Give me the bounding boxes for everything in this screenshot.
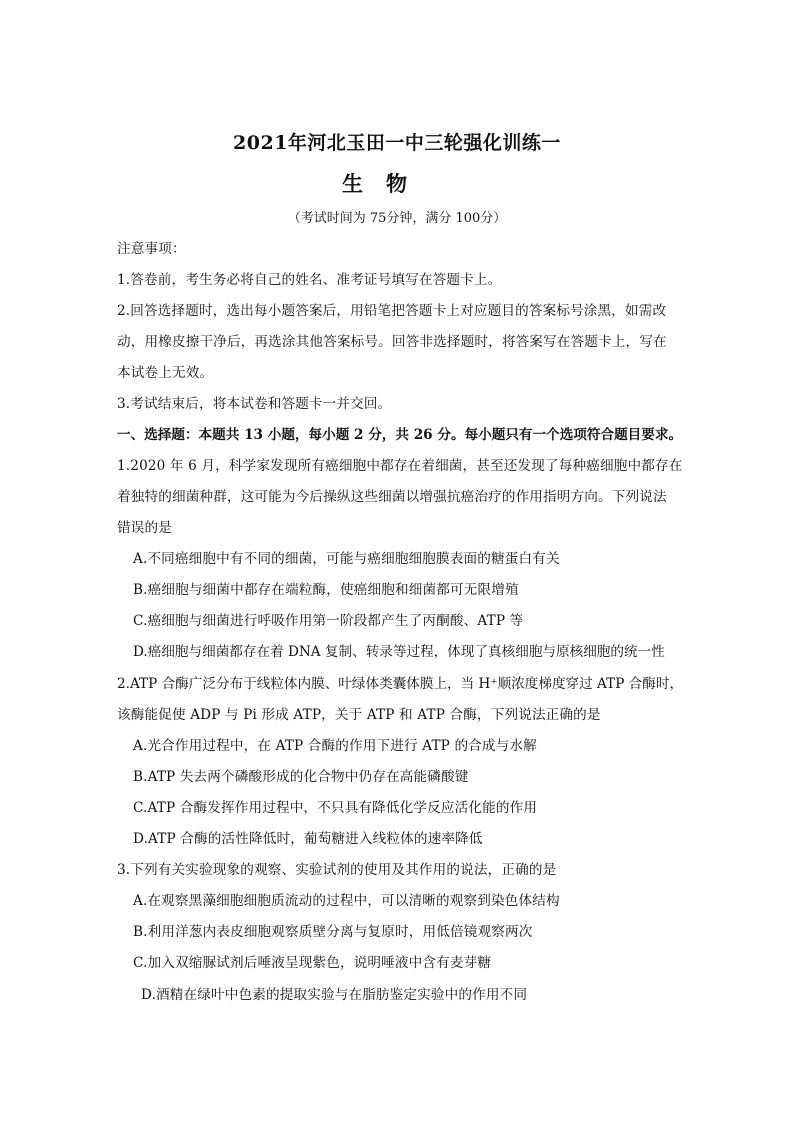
question-option: A.不同癌细胞中有不同的细菌，可能与癌细胞细胞膜表面的糖蛋白有关 <box>133 551 560 567</box>
notice-item: 3.考试结束后，将本试卷和答题卡一并交回。 <box>117 396 392 412</box>
question-stem-line: 着独特的细菌种群，这可能为今后操纵这些细菌以增强抗癌治疗的作用指明方向。下列说法 <box>117 489 667 505</box>
subject-title: 生 物 <box>342 171 408 196</box>
exam-title: 2021年河北玉田一中三轮强化训练一 <box>233 132 561 154</box>
notice-item: 本试卷上无效。 <box>117 365 214 381</box>
question-option: D.酒精在绿叶中色素的提取实验与在脂肪鉴定实验中的作用不同 <box>141 987 528 1003</box>
question-stem-line: 错误的是 <box>117 520 172 536</box>
question-option: A.光合作用过程中，在 ATP 合酶的作用下进行 ATP 的合成与水解 <box>133 738 537 754</box>
notice-item: 2.回答选择题时，选出每小题答案后，用铅笔把答题卡上对应题目的答案标号涂黑，如需改 <box>117 303 667 319</box>
question-stem-line: 1.2020 年 6 月，科学家发现所有癌细胞中都存在着细菌，甚至还发现了每种癌细胞中都存在 <box>117 458 683 474</box>
question-stem-line: 该酶能促使 ADP 与 Pi 形成 ATP，关于 ATP 和 ATP 合酶，下列说法正确的是 <box>117 707 601 723</box>
question-stem-line: 3.下列有关实验现象的观察、实验试剂的使用及其作用的说法，正确的是 <box>117 862 557 878</box>
notice-item: 1.答卷前，考生务必将自己的姓名、准考证号填写在答题卡上。 <box>117 272 502 288</box>
question-option: B.ATP 失去两个磷酸形成的化合物中仍存在高能磷酸键 <box>133 769 469 785</box>
question-option: B.癌细胞与细菌中都存在端粒酶，使癌细胞和细菌都可无限增殖 <box>133 582 519 598</box>
question-option: B.利用洋葱内表皮细胞观察质壁分离与复原时，用低倍镜观察两次 <box>133 924 533 940</box>
question-option: D.癌细胞与细菌都存在着 DNA 复制、转录等过程，体现了真核细胞与原核细胞的统一性 <box>133 644 665 660</box>
question-option: C.加入双缩脲试剂后唾液呈现紫色，说明唾液中含有麦芽糖 <box>133 955 492 971</box>
question-option: A.在观察黑藻细胞细胞质流动的过程中，可以清晰的观察到染色体结构 <box>133 893 560 909</box>
notice-heading: 注意事项： <box>117 241 186 257</box>
notice-item: 动，用橡皮擦干净后，再选涂其他答案标号。回答非选择题时，将答案写在答题卡上，写在 <box>117 334 667 350</box>
question-option: C.癌细胞与细菌进行呼吸作用第一阶段都产生了丙酮酸、ATP 等 <box>133 613 524 629</box>
section-heading: 一、选择题：本题共 13 小题，每小题 2 分，共 26 分。每小题只有一个选项符合题目要求。 <box>117 427 683 443</box>
exam-time-note: （考试时间为 75分钟，满分 100分） <box>287 211 507 226</box>
question-stem-line: 2.ATP 合酶广泛分布于线粒体内膜、叶绿体类囊体膜上，当 H⁺顺浓度梯度穿过 ATP 合酶时， <box>117 676 684 692</box>
question-option: D.ATP 合酶的活性降低时，葡萄糖进入线粒体的速率降低 <box>133 831 483 847</box>
question-option: C.ATP 合酶发挥作用过程中，不只具有降低化学反应活化能的作用 <box>133 800 538 816</box>
